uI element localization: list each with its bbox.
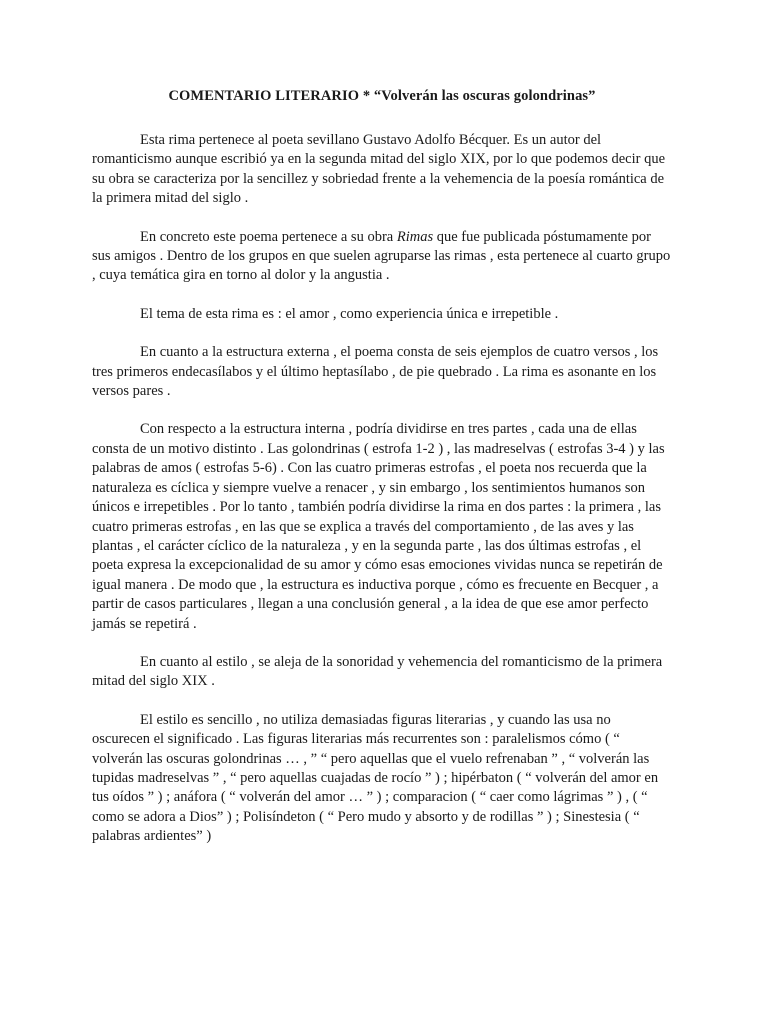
paragraph-internal-structure: Con respecto a la estructura interna , podría dividirse en tres partes , cada una de ellas consta de un motivo distinto . Las golondrinas ( estrofa 1-2 ) , las madreselvas ( estrofas 3-4 ) y las palabras de amos ( estrofas 5-6) . Con las cuatro primeras estrofas , el poeta nos recuerda que la naturaleza es cíclica y siempre vuelve a renacer , y sin embargo , los sentimientos humanos son únicos e irrepetibles . Por lo tanto , también podría dividirse la rima en dos partes : la primera , las cuatro primeras estrofas , en las que se explica a través del comportamiento , de las aves y las plantas , el carácter cíclico de la naturaleza , y en la segunda parte , las dos últimas estrofas , el poeta expresa la excepcionalidad de su amor y cómo esas emociones vividas nunca se repetirán de igual manera . De modo que , la estructura es inductiva porque , cómo es frecuente en Becquer , a partir de casos particulares , llegan a una conclusión general , a la idea de que ese amor perfecto jamás se repetirá .: [92, 421, 665, 632]
paragraph-author: Esta rima pertenece al poeta sevillano Gustavo Adolfo Bécquer. Es un autor del romanticismo aunque escribió ya en la segunda mitad del siglo XIX, por lo que podemos decir que su obra se caracteriza por la sencillez y sobriedad frente a la vehemencia de la poesía romántica de la primera mitad del siglo .: [92, 132, 666, 207]
work-title-italic: Rimas: [396, 228, 434, 245]
paragraph-work-start: En concreto este poema pertenece a su obra: [140, 228, 397, 245]
document-title: COMENTARIO LITERARIO * “Volverán las oscuras golondrinas”: [168, 88, 596, 104]
paragraph-literary-figures: El estilo es sencillo , no utiliza demasiadas figuras literarias , y cuando las usa no oscurecen el significado . Las figuras literarias más recurrentes son : paralelismos cómo ( “ volverán las oscuras golondrinas … , ” “ pero aquellas que el vuelo refrenaban ” , “ volverán las tupidas madreselvas ” , “ pero aquellas cuajadas de rocío ” ) ; hipérbaton ( “ volverán del amor en tus oídos ” ) ; anáfora ( “ volverán del amor … ” ) ; comparacion ( “ caer como lágrimas ” ) , ( “ como se adora a Dios” ) ; Polisíndeton ( “ Pero mudo y absorto y de rodillas ” ) ; Sinestesia ( “ palabras ardientes” ): [92, 711, 659, 845]
paragraph-external-structure: En cuanto a la estructura externa , el poema consta de seis ejemplos de cuatro versos , los tres primeros endecasílabos y el último heptasílabo , de pie quebrado . La rima es asonante en los versos pares .: [92, 344, 659, 400]
paragraph-work: [92, 228, 672, 286]
paragraph-theme: El tema de esta rima es : el amor , como experiencia única e irrepetible .: [140, 305, 559, 322]
paragraph-work-end: que fue publicada póstumamente por sus amigos . Dentro de los grupos en que suelen agruparse las rimas , esta pertenece al cuarto grupo , cuya temática gira en torno al dolor y la angustia .: [92, 228, 671, 284]
paragraph-style-intro: En cuanto al estilo , se aleja de la sonoridad y vehemencia del romanticismo de la primera mitad del siglo XIX .: [92, 653, 663, 690]
